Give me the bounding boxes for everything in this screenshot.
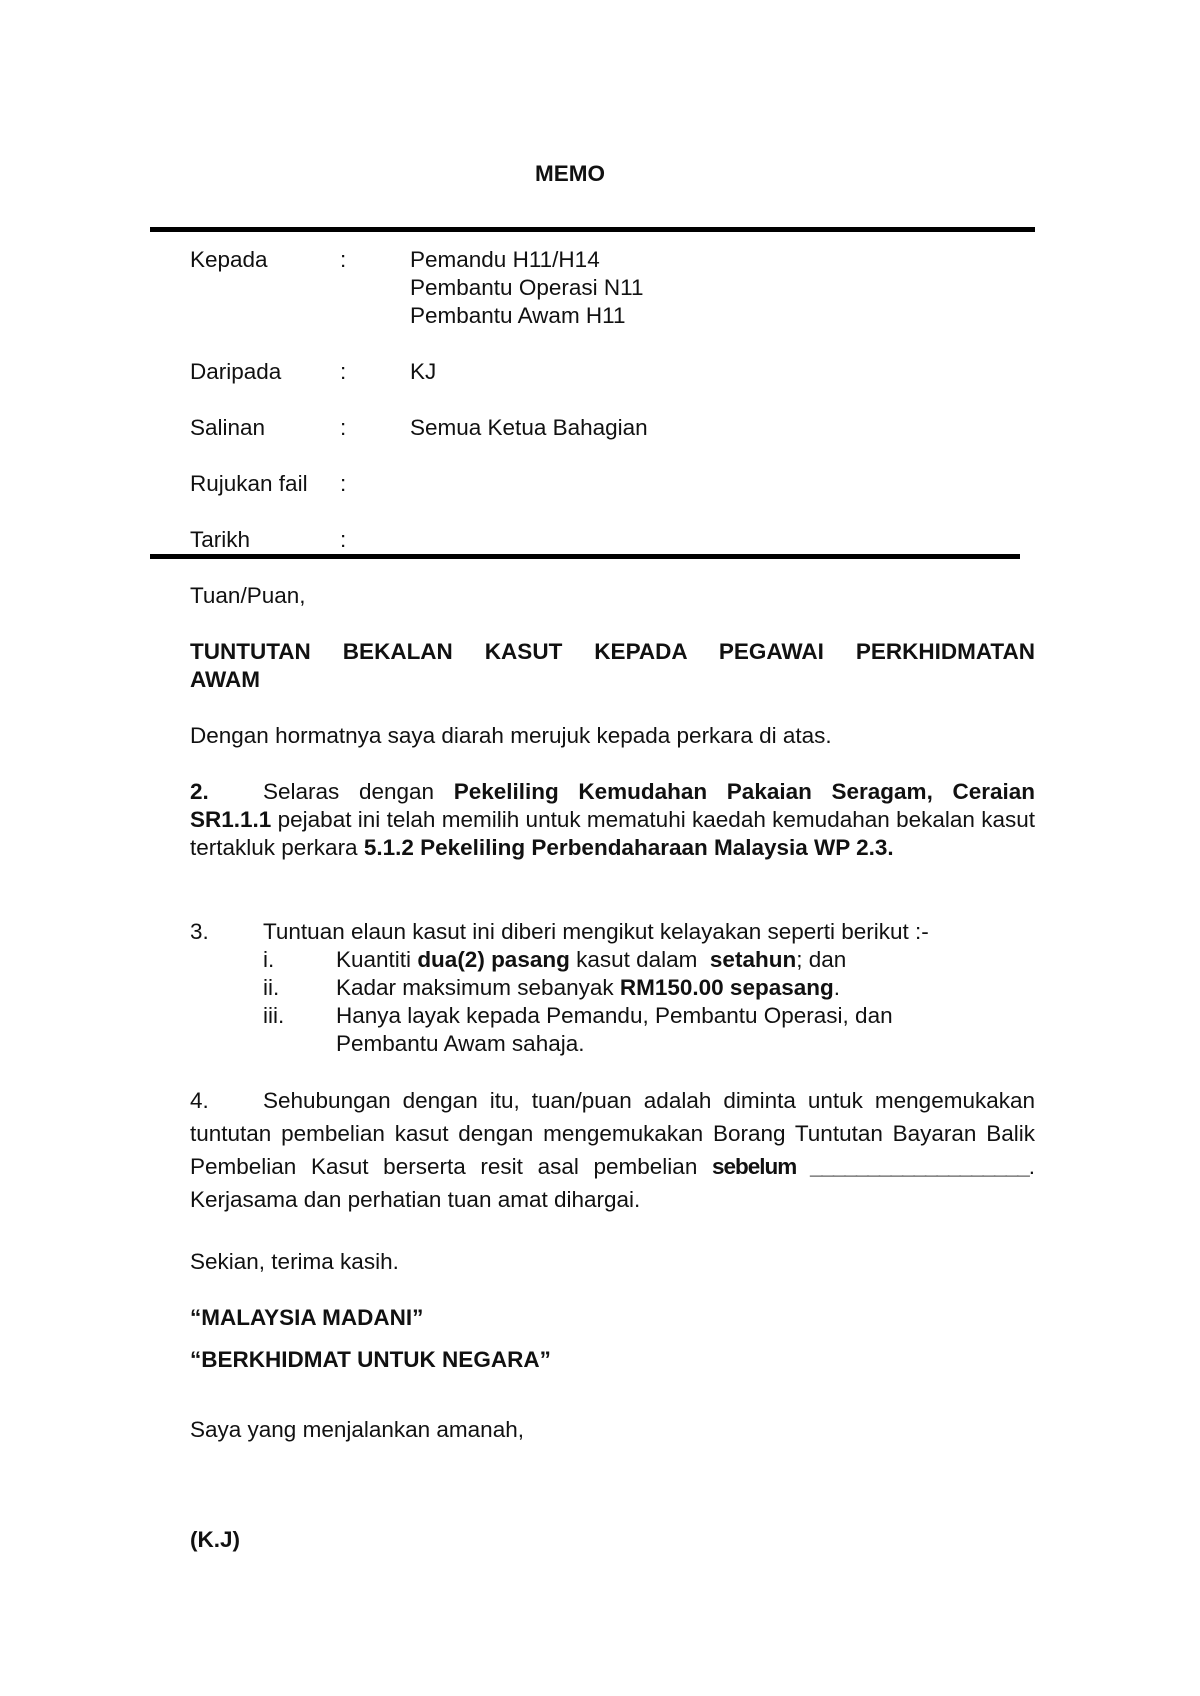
paragraph-2-bold-a: Pekeliling Kemudahan Pakaian Seragam, Ceraian SR1.1.1 (190, 779, 1036, 832)
paragraph-2-text-a: Selaras dengan (263, 779, 454, 804)
sign-off: Saya yang menjalankan amanah, (190, 1417, 524, 1442)
list-item-text (336, 974, 840, 1002)
list-item-text: Hanya layak kepada Pemandu, Pembantu Operasi, dan (336, 1003, 893, 1028)
paragraph-4-text-b: . Kerjasama dan perhatian tuan amat dihargai. (190, 1154, 1035, 1212)
salinan-label: Salinan (190, 415, 266, 440)
paragraph-2-text-b: pejabat ini telah memilih untuk mematuhi kaedah kemudahan bekalan kasut tertakluk perkara (190, 807, 1035, 860)
paragraph-4-text-a: Sehubungan dengan itu, tuan/puan adalah diminta untuk mengemukakan tuntutan pembelian kasut dengan mengemukakan Borang Tuntutan Bayaran Balik Pembelian Kasut berserta resit asal pembelian (190, 1088, 1035, 1179)
list-item-1-bold-a: dua(2) pasang (417, 947, 570, 972)
list-item-1-text-a: Kuantiti (336, 947, 418, 972)
subject-line-1: TUNTUTAN BEKALAN KASUT KEPADA PEGAWAI PERKHIDMATAN (190, 639, 1035, 664)
list-item-numeral: i. (263, 947, 275, 972)
list-item-2-text-b: . (833, 975, 841, 1000)
header-top-rule (150, 227, 1035, 232)
closing-text: Sekian, terima kasih. (190, 1249, 399, 1274)
list-item-text-continued: Pembantu Awam sahaja. (336, 1031, 585, 1056)
rujukan-label: Rujukan fail (190, 471, 308, 496)
header-bottom-rule (150, 554, 1020, 559)
paragraph-1: Dengan hormatnya saya diarah merujuk kepada perkara di atas. (190, 723, 832, 748)
daripada-value: KJ (410, 359, 437, 384)
kepada-colon: : (340, 247, 347, 272)
paragraph-4-number: 4. (190, 1088, 209, 1113)
kepada-label: Kepada (190, 247, 268, 272)
list-item-1-bold-b: setahun (709, 947, 797, 972)
signatory: (K.J) (190, 1527, 240, 1552)
paragraph-3-number: 3. (190, 919, 209, 944)
list-item-1-text-c: ; dan (796, 947, 847, 972)
kepada-value-1: Pemandu H11/H14 (410, 247, 600, 272)
list-item-numeral: ii. (263, 975, 280, 1000)
kepada-value-2: Pembantu Operasi N11 (410, 275, 644, 300)
salinan-colon: : (340, 415, 347, 440)
tarikh-label: Tarikh (190, 527, 251, 552)
list-item-2-bold-a: RM150.00 sepasang (619, 975, 834, 1000)
daripada-colon: : (340, 359, 347, 384)
paragraph-4-deadline-blank: sebelum ___________________ (712, 1154, 1029, 1179)
paragraph-4 (190, 1084, 1035, 1216)
salinan-value: Semua Ketua Bahagian (410, 415, 648, 440)
daripada-label: Daripada (190, 359, 282, 384)
list-item-text (336, 946, 846, 974)
slogan-malaysia-madani: “MALAYSIA MADANI” (190, 1305, 424, 1330)
paragraph-3-intro (190, 918, 1035, 946)
paragraph-2 (190, 778, 1035, 862)
salutation: Tuan/Puan, (190, 583, 306, 608)
paragraph-2-number: 2. (190, 779, 209, 804)
slogan-berkhidmat: “BERKHIDMAT UNTUK NEGARA” (190, 1347, 551, 1372)
subject-line-2: AWAM (190, 667, 260, 692)
kepada-value-3: Pembantu Awam H11 (410, 303, 626, 328)
rujukan-colon: : (340, 471, 347, 496)
list-item-1-text-b: kasut dalam (569, 947, 710, 972)
list-item-numeral: iii. (263, 1003, 285, 1028)
tarikh-colon: : (340, 527, 347, 552)
paragraph-2-bold-b: 5.1.2 Pekeliling Perbendaharaan Malaysia WP 2.3. (363, 835, 894, 860)
memo-title: MEMO (535, 161, 605, 186)
list-item-2-text-a: Kadar maksimum sebanyak (336, 975, 620, 1000)
paragraph-3-intro-text: Tuntuan elaun kasut ini diberi mengikut kelayakan seperti berikut :- (263, 919, 929, 944)
